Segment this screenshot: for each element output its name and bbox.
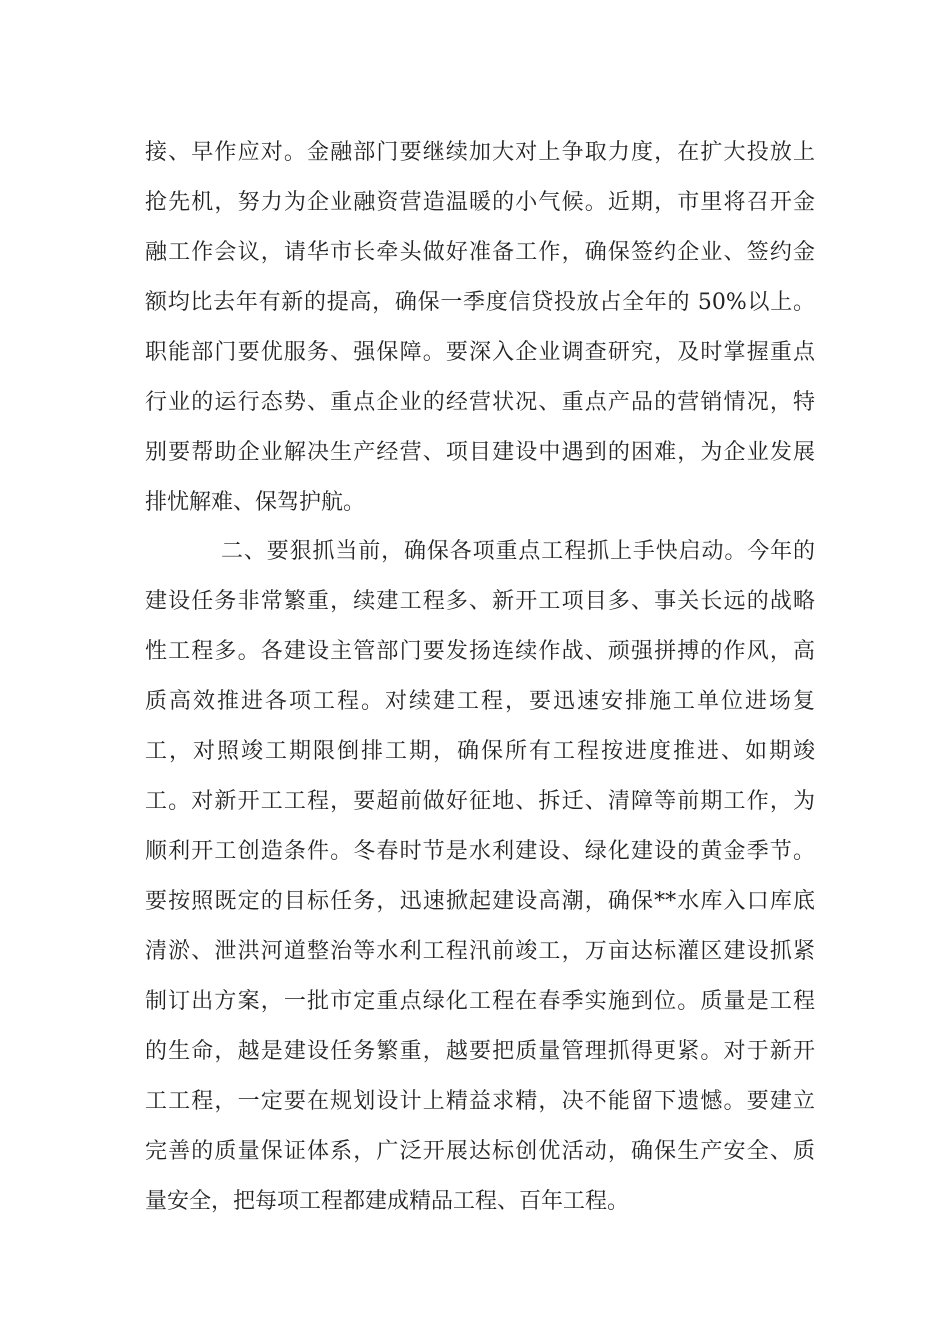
text-line: 二、要狠抓当前，确保各项重点工程抓上手快启动。今年的 [221, 539, 815, 564]
text-line: 顺利开工创造条件。冬春时节是水利建设、绿化建设的黄金季节。 [145, 839, 815, 864]
text-line: 要按照既定的目标任务，迅速掀起建设高潮，确保**水库入口库底 [145, 889, 815, 914]
text-line: 建设任务非常繁重，续建工程多、新开工项目多、事关长远的战略 [145, 589, 815, 614]
text-line: 完善的质量保证体系，广泛开展达标创优活动，确保生产安全、质 [145, 1139, 815, 1164]
text-line: 量安全，把每项工程都建成精品工程、百年工程。 [145, 1189, 630, 1214]
paragraph-financial-services [145, 128, 815, 528]
text-line: 抢先机，努力为企业融资营造温暖的小气候。近期，市里将召开金 [145, 190, 815, 215]
text-line: 的生命，越是建设任务繁重，越要把质量管理抓得更紧。对于新开 [145, 1039, 815, 1064]
text-line: 性工程多。各建设主管部门要发扬连续作战、顽强拼搏的作风，高 [145, 639, 815, 664]
text-line: 排忧解难、保驾护航。 [145, 490, 366, 515]
text-line: 接、早作应对。金融部门要继续加大对上争取力度，在扩大投放上 [145, 140, 815, 165]
text-line: 行业的运行态势、重点企业的经营状况、重点产品的营销情况，特 [145, 390, 815, 415]
text-line: 工，对照竣工期限倒排工期，确保所有工程按进度推进、如期竣 [145, 739, 815, 764]
paragraph-key-projects [145, 527, 815, 1227]
text-line: 融工作会议，请华市长牵头做好准备工作，确保签约企业、签约金 [145, 240, 815, 265]
text-line: 额均比去年有新的提高，确保一季度信贷投放占全年的 50%以上。 [145, 290, 815, 315]
text-line: 别要帮助企业解决生产经营、项目建设中遇到的困难，为企业发展 [145, 440, 815, 465]
text-line: 质高效推进各项工程。对续建工程，要迅速安排施工单位进场复 [145, 689, 815, 714]
text-line: 工。对新开工工程，要超前做好征地、拆迁、清障等前期工作，为 [145, 789, 815, 814]
text-line: 清淤、泄洪河道整治等水利工程汛前竣工，万亩达标灌区建设抓紧 [145, 939, 815, 964]
text-line: 制订出方案，一批市定重点绿化工程在春季实施到位。质量是工程 [145, 989, 815, 1014]
text-line: 工工程，一定要在规划设计上精益求精，决不能留下遗憾。要建立 [145, 1089, 815, 1114]
text-line: 职能部门要优服务、强保障。要深入企业调查研究，及时掌握重点 [145, 340, 815, 365]
